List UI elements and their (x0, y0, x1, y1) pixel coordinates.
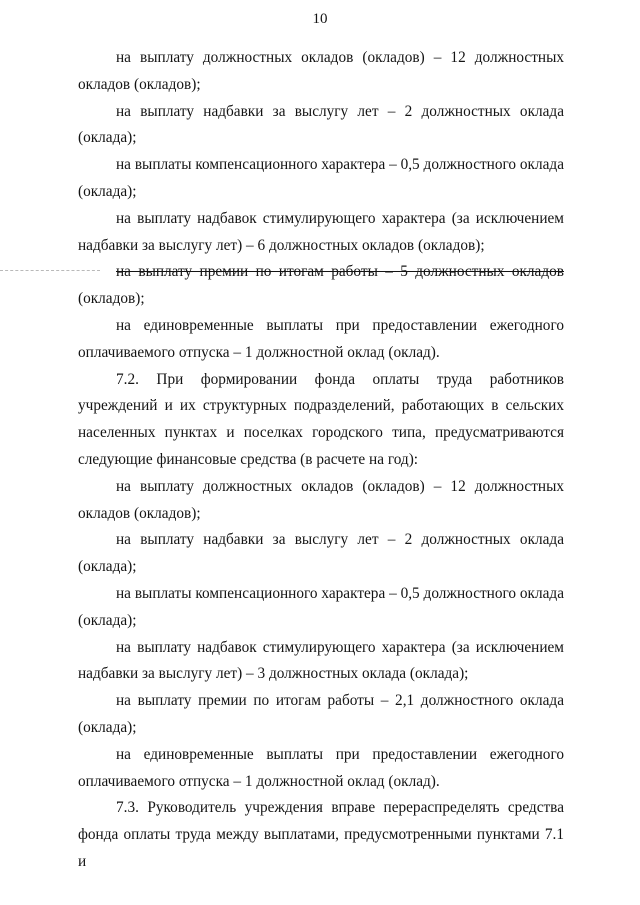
paragraph-section-7-3: 7.3. Руководитель учреждения вправе перераспределять средства фонда оплаты труда между выплатами, предусмотренными пунктами 7.1 и (78, 799, 564, 870)
paragraph-section-7-2: 7.2. При формировании фонда оплаты труда работников учреждений и их структурных подразделений, работающих в сельских населенных пунктах и поселках городского типа, предусматриваются следующие финансовые средства (в расчете на год): (78, 370, 564, 468)
paragraph-compensation-7-2: на выплаты компенсационного характера – 0,5 должностного оклада (оклада); (78, 584, 564, 629)
paragraph-seniority-7-2: на выплату надбавки за выслугу лет – 2 должностных оклада (оклада); (78, 531, 564, 576)
document-body (78, 45, 564, 876)
paragraph-salary-7-1: на выплату должностных окладов (окладов) – 12 должностных окладов (окладов); (78, 49, 564, 93)
paragraph-incentive-7-1: на выплату надбавок стимулирующего характера (за исключением надбавки за выслугу лет) – 6 должностных окладов (окладов); (78, 209, 564, 254)
paragraph-salary-7-2: на выплату должностных окладов (окладов) – 12 должностных окладов (окладов); (78, 477, 564, 522)
paragraph-vacation-7-1: на единовременные выплаты при предоставлении ежегодного оплачиваемого отпуска – 1 должностной оклад (оклад). (78, 316, 564, 361)
paragraph-seniority-7-1: на выплату надбавки за выслугу лет – 2 должностных оклада (оклада); (78, 102, 564, 147)
paragraph-incentive-7-2: на выплату надбавок стимулирующего характера (за исключением надбавки за выслугу лет) – 3 должностных оклада (оклада); (78, 638, 564, 683)
paragraph-vacation-7-2: на единовременные выплаты при предоставлении ежегодного оплачиваемого отпуска – 1 должностной оклад (оклад). (78, 745, 564, 790)
paragraph-compensation-7-1: на выплаты компенсационного характера – 0,5 должностного оклада (оклада); (78, 156, 564, 200)
paragraph-bonus-7-1-struck: на выплату премии по итогам работы – 5 должностных окладов (116, 263, 564, 281)
paragraph-bonus-7-1-tail: (окладов); (78, 290, 145, 308)
paragraph-bonus-7-2: на выплату премии по итогам работы – 2,1 должностного оклада (оклада); (78, 692, 564, 736)
page-number: 10 (312, 11, 328, 27)
